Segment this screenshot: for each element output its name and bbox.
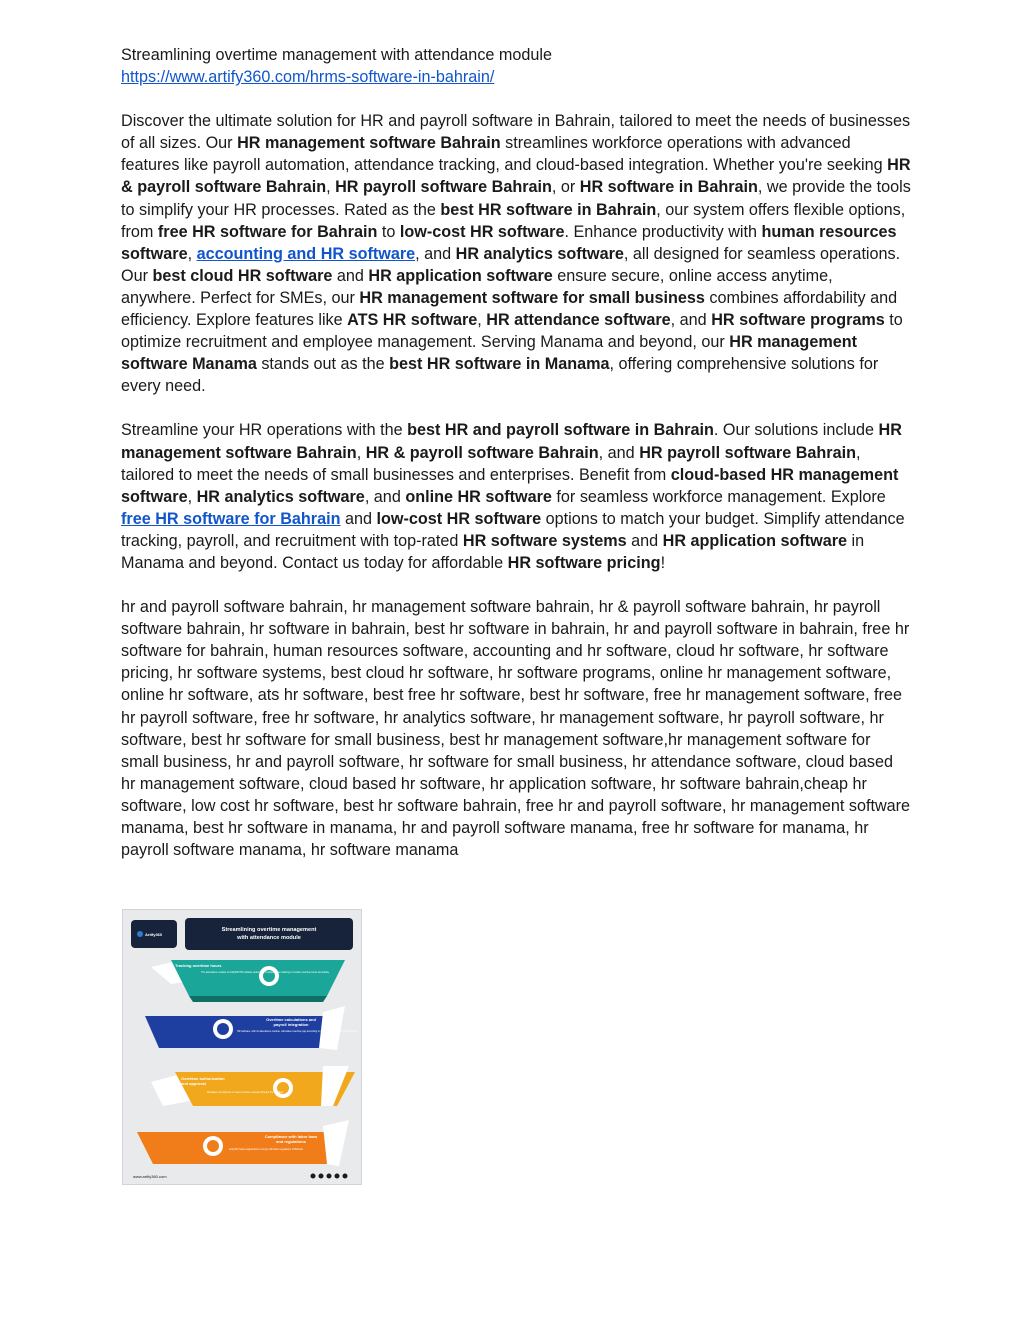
bold-keyword: HR attendance software	[486, 311, 671, 330]
text-run: , tailored to meet the needs of small businesses and enterprises. Benefit from	[121, 443, 861, 484]
instagram-icon	[319, 1174, 324, 1179]
text-run: , offering comprehensive solutions for every need.	[121, 355, 879, 396]
bold-keyword: ATS HR software	[347, 311, 478, 330]
linkedin-icon	[335, 1174, 340, 1179]
bold-keyword: HR & payroll software Bahrain	[365, 443, 599, 462]
text-run: ensure secure, online access anytime, anywhere. Perfect for SMEs, our	[121, 266, 833, 307]
text-run: !	[660, 553, 666, 572]
bold-keyword: low-cost HR software	[399, 222, 565, 241]
inline-link[interactable]: free HR software for Bahrain	[121, 509, 341, 528]
keywords-paragraph: hr and payroll software bahrain, hr management software bahrain, hr & payroll software bahrain, hr payroll software bahrain, hr software in bahrain, best hr software in bahrain, hr and payroll software in bahrain, free hr software for bahrain, human resources software, accounting and hr software, cloud hr software, hr software pricing, hr software systems, best cloud hr software, hr software programs, online hr management software, online hr software, ats hr software, best free hr software, best hr software, free hr management software, free hr payroll software, free hr software, hr analytics software, hr management software, hr payroll software, hr software, best hr software for small business, best hr management software,hr management software for small business, hr and payroll software, hr software for small business, hr attendance software, cloud based hr management software, cloud based hr software, hr application software, hr software bahrain,cheap hr software, low cost hr software, best hr software bahrain, free hr and payroll software, hr management software manama, best hr software in manama, hr and payroll software manama, free hr software for manama, hr payroll software manama, hr software manama	[121, 598, 911, 860]
intro-paragraph	[121, 110, 911, 397]
bold-keyword: HR management software Bahrain	[121, 421, 902, 462]
text-run: and	[626, 531, 663, 550]
bold-keyword: HR software in Bahrain	[579, 178, 758, 197]
text-run: to	[377, 222, 400, 241]
bold-keyword: HR management software Bahrain	[237, 134, 501, 153]
bold-keyword: HR analytics software	[196, 487, 365, 506]
bold-keyword: low-cost HR software	[376, 509, 542, 528]
twitter-icon	[327, 1174, 332, 1179]
solutions-paragraph	[121, 419, 911, 574]
step2-title-line2: payroll integration	[273, 1022, 309, 1027]
bold-keyword: cloud-based HR management software	[121, 465, 899, 506]
text-run: ,	[187, 487, 197, 506]
bold-keyword: best cloud HR software	[152, 266, 333, 285]
bold-keyword: best HR software in Manama	[389, 355, 610, 374]
step2-body: HR software, with its attendance module, calculates overtime pay according to company policies and payroll rules.	[237, 1030, 358, 1033]
text-run: for seamless workforce management. Explore	[551, 487, 886, 506]
text-run: , we provide the tools to simplify your HR processes. Rated as the	[121, 178, 911, 219]
text-run: , or	[551, 178, 580, 197]
text-run: , and	[598, 443, 640, 462]
step4-title-line1: Compliance with labor laws	[264, 1134, 318, 1139]
bold-keyword: HR analytics software	[455, 244, 624, 263]
step4-title-line2: and regulations	[276, 1139, 306, 1144]
bold-keyword: HR management software for small business	[359, 288, 705, 307]
text-run: and	[332, 266, 369, 285]
text-run: , and	[364, 487, 406, 506]
bold-keyword: HR application software	[662, 531, 848, 550]
doc-title: Streamlining overtime management with attendance module	[121, 46, 553, 64]
text-run: Streamline your HR operations with the	[121, 421, 408, 440]
text-run: , and	[415, 244, 456, 263]
bold-keyword: HR management software Manama	[121, 333, 857, 374]
bold-keyword: free HR software for Bahrain	[157, 222, 378, 241]
bold-keyword: human resources software	[121, 222, 897, 263]
step1-body: The attendance module of Artify360 HR software automates employee time tracking to monitor overtime hours accurately.	[201, 971, 330, 974]
text-run: . Enhance productivity with	[564, 222, 762, 241]
step1-title: Tracking overtime hours	[175, 963, 222, 968]
infographic-footer-url: www.artify360.com	[133, 1174, 167, 1179]
text-run: ,	[326, 178, 336, 197]
infographic-header-line1: Streamlining overtime management	[221, 927, 317, 933]
text-run: ,	[356, 443, 366, 462]
infographic-image	[122, 909, 362, 1185]
text-run: , and	[670, 311, 712, 330]
text-run: options to match your budget. Simplify attendance tracking, payroll, and recruitment with top-rated	[121, 509, 905, 550]
step4-body: Artify360 helps organizations comply with labor regulations of Bahrain.	[229, 1148, 304, 1151]
text-run: stands out as the	[256, 355, 390, 374]
text-run: , our system offers flexible options, from	[121, 200, 906, 241]
text-run: . Our solutions include	[713, 421, 879, 440]
text-run: ,	[477, 311, 487, 330]
bold-keyword: online HR software	[405, 487, 552, 506]
bold-keyword: best HR software in Bahrain	[440, 200, 657, 219]
text-run: combines affordability and efficiency. Explore features like	[121, 288, 898, 330]
text-run: , all designed for seamless operations. Our	[121, 244, 901, 285]
infographic-logo: Artify360	[145, 932, 163, 937]
bold-keyword: HR application software	[368, 266, 553, 285]
step3-title-line1: Overtime authorization	[181, 1076, 225, 1081]
bold-keyword: HR software programs	[711, 311, 885, 330]
youtube-icon	[343, 1174, 348, 1179]
doc-url-link[interactable]: https://www.artify360.com/hrms-software-in-bahrain/	[121, 68, 495, 87]
text-run: and	[340, 509, 377, 528]
inline-link[interactable]: accounting and HR software	[196, 244, 416, 263]
bold-keyword: HR & payroll software Bahrain	[121, 156, 911, 197]
infographic-header-line2: with attendance module	[237, 935, 301, 941]
text-run: ,	[187, 244, 197, 263]
bold-keyword: HR software pricing	[507, 553, 661, 572]
facebook-icon	[311, 1174, 316, 1179]
step3-title-line2: and approval	[181, 1081, 206, 1086]
bold-keyword: HR payroll software Bahrain	[335, 178, 552, 197]
step3-body: Managers can approve or reject overtime requests through the workflow.	[207, 1091, 284, 1094]
step2-title-line1: Overtime calculations and	[266, 1017, 316, 1022]
text-run: Discover the ultimate solution for HR and payroll software in Bahrain, tailored to meet the needs of businesses of all sizes. Our	[121, 112, 911, 153]
document-page	[121, 44, 911, 861]
bold-keyword: HR software systems	[462, 531, 627, 550]
bold-keyword: HR payroll software Bahrain	[639, 443, 856, 462]
text-run: streamlines workforce operations with advanced features like payroll automation, attendance tracking, and cloud-based integration. Whether you're seeking	[121, 134, 888, 175]
text-run: to optimize recruitment and employee management. Serving Manama and beyond, our	[121, 311, 903, 352]
text-run: in Manama and beyond. Contact us today for affordable	[121, 531, 865, 572]
bold-keyword: best HR and payroll software in Bahrain	[407, 421, 714, 440]
